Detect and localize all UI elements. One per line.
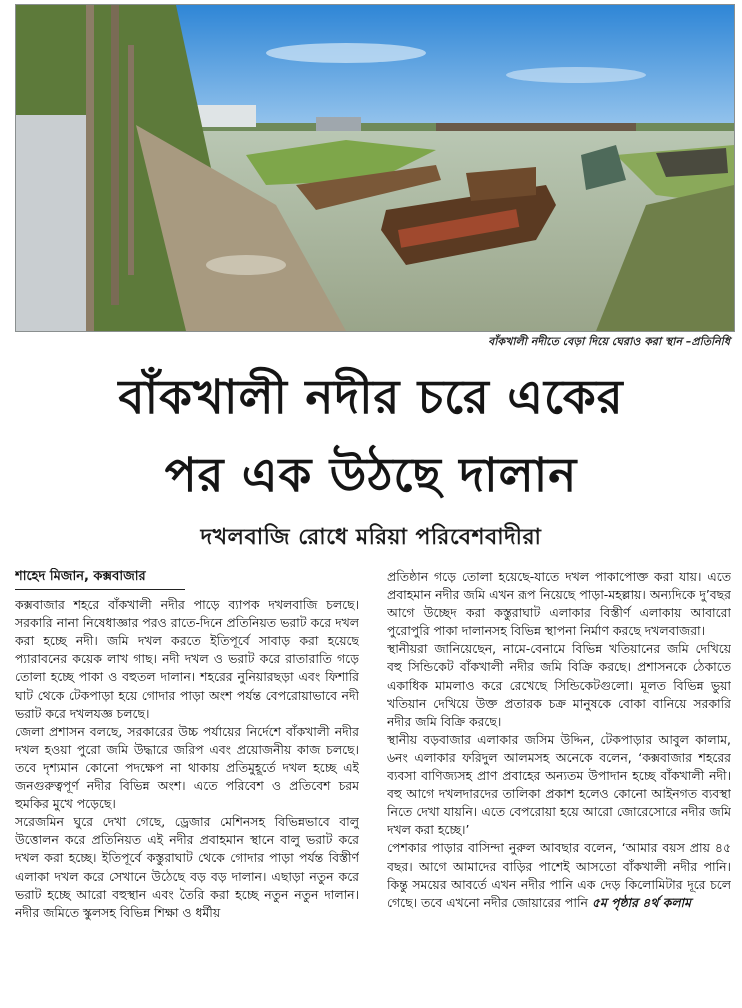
byline: শাহেদ মিজান, কক্সবাজার xyxy=(15,568,185,590)
article-column-left xyxy=(15,568,359,1004)
paragraph-last xyxy=(387,839,731,911)
subheadline: দখলবাজি রোধে মরিয়া পরিবেশবাদীরা xyxy=(200,525,542,550)
news-photo xyxy=(15,4,735,332)
continuation-note[interactable]: ৫ম পৃষ্ঠার ৪র্থ কলাম xyxy=(591,894,692,910)
article-column-right xyxy=(387,568,731,1004)
paragraph: স্থানীয় বড়বাজার এলাকার জসিম উদ্দিন, টেকপাড়ার আবুল কালাম, ৬নং এলাকার ফরিদুল আলমসহ অনেকে বলেন, ‘কক্সবাজার শহরের ব্যবসা বাণিজ্যসহ প্রাণ প্রবাহের অন্যতম উপাদান হচ্ছে বাঁকখালী নদী। বহু আগে দখলদারদের তালিকা প্রকাশ হলেও কোনো আইনগত ব্যবস্থা নিতে দেখা যায়নি। এতে বেপরোয়া হয়ে আরো জোরেসোরে নদীর জমি দখল করা হচ্ছে।’ xyxy=(387,731,731,838)
paragraph: সরেজমিন ঘুরে দেখা গেছে, ড্রেজার মেশিনসহ বিভিন্নভাবে বালু উত্তোলন করে প্রতিনিয়ত এই নদীর প্রবাহমান স্থানে বালু ভরাট করে দখল করা হচ্ছে। ইতিপূর্বে কস্তুরাঘাট থেকে গোদার পাড়া পর্যন্ত বিস্তীর্ণ এলাকা দখল করে সেখানে উঠেছে বড় বড় দালান। এছাড়া নতুন করে ভরাট হচ্ছে আরো বহুস্থান এবং তৈরি করা হচ্ছে নতুন নতুন দালান। নদীর জমিতে স্কুলসহ বিভিন্ন শিক্ষা ও ধর্মীয় xyxy=(15,814,359,920)
paragraph: কক্সবাজার শহরে বাঁকখালী নদীর পাড়ে ব্যাপক দখলবাজি চলছে। সরকারি নানা নিষেধাজ্ঞার পরও রাতে-দিনে প্রতিনিয়ত ভরাট করে দখল করা হচ্ছে নদী। জমি দখল করতে ইতিপূর্বে সাবাড় করা হয়েছে প্যারাবনের কয়েক লাখ গাছ। নদী দখল ও ভরাট করে রাতারাতি গড়ে তোলা হচ্ছে পাকা ও বহুতল দালান। শহরের নুনিয়ারছড়া এবং ফিশারি ঘাট থেকে টেকপাড়া হয়ে গোদার পাড়া অংশ পর্যন্ত বেপরোয়াভাবে নদী ভরাট করে দখলযজ্ঞ চলছে। xyxy=(15,597,359,721)
photo-caption: বাঁকখালী নদীতে বেড়া দিয়ে ঘেরাও করা স্থান –প্রতিনিধি xyxy=(488,335,730,348)
headline-line-2: পর এক উঠছে দালান xyxy=(164,448,578,503)
river-boats-photo xyxy=(16,5,734,331)
paragraph: স্থানীয়রা জানিয়েছেন, নামে-বেনামে বিভিন্ন খতিয়ানের জমি দেখিয়ে বহু সিন্ডিকেট বাঁকখালী নদীর জমি বিক্রি করছে। প্রশাসনকে ঠেকাতে একাধিক মামলাও করে রেখেছে সিন্ডিকেটগুলো। মূলত বিভিন্ন ভুয়া খতিয়ান দেখিয়ে উক্ত প্রতারক চক্র মানুষকে বোকা বানিয়ে সরকারি নদীর জমি বিক্রি করছে। xyxy=(387,641,731,729)
headline-line-1: বাঁকখালী নদীর চরে একের xyxy=(118,370,624,425)
paragraph: প্রতিষ্ঠান গড়ে তোলা হয়েছে-যাতে দখল পাকাপোক্ত করা যায়। এতে প্রবাহমান নদীর জমি এখন রূপ নিয়েছে পাড়া-মহল্লায়। অন্যদিকে দু’বছর আগে উচ্ছেদ করা কস্তুরাঘাট এলাকার বিস্তীর্ণ এলাকায় আবারো পুরোপুরি পাকা দালানসহ বিভিন্ন স্থাপনা নির্মাণ করছে দখলবাজরা। xyxy=(387,569,731,639)
paragraph-text: পেশকার পাড়ার বাসিন্দা নুরুল আবছার বলেন, ‘আমার বয়স প্রায় ৪৫ বছর। আগে আমাদের বাড়ির পাশেই আসতো বাঁকখালী নদীর পানি। কিন্তু সময়ের আবর্তে এখন নদীর পানি এক দেড় কিলোমিটার দূরে চলে গেছে। তবে এখনো নদীর জোয়ারের পানি xyxy=(387,840,731,910)
paragraph: জেলা প্রশাসন বলছে, সরকারের উচ্চ পর্যায়ের নির্দেশে বাঁকখালী নদীর দখল হওয়া পুরো জমি উদ্ধারে জরিপ এবং প্রয়োজনীয় কাজ চলছে। তবে দৃশ্যমান কোনো পদক্ষেপ না থাকায় প্রতিমুহূর্তে দখল হচ্ছে এই জনগুরুত্বপূর্ণ নদীর বিভিন্ন অংশ। এতে পরিবেশ ও প্রতিবেশ চরম হুমকির মুখে পড়েছে। xyxy=(15,723,359,812)
